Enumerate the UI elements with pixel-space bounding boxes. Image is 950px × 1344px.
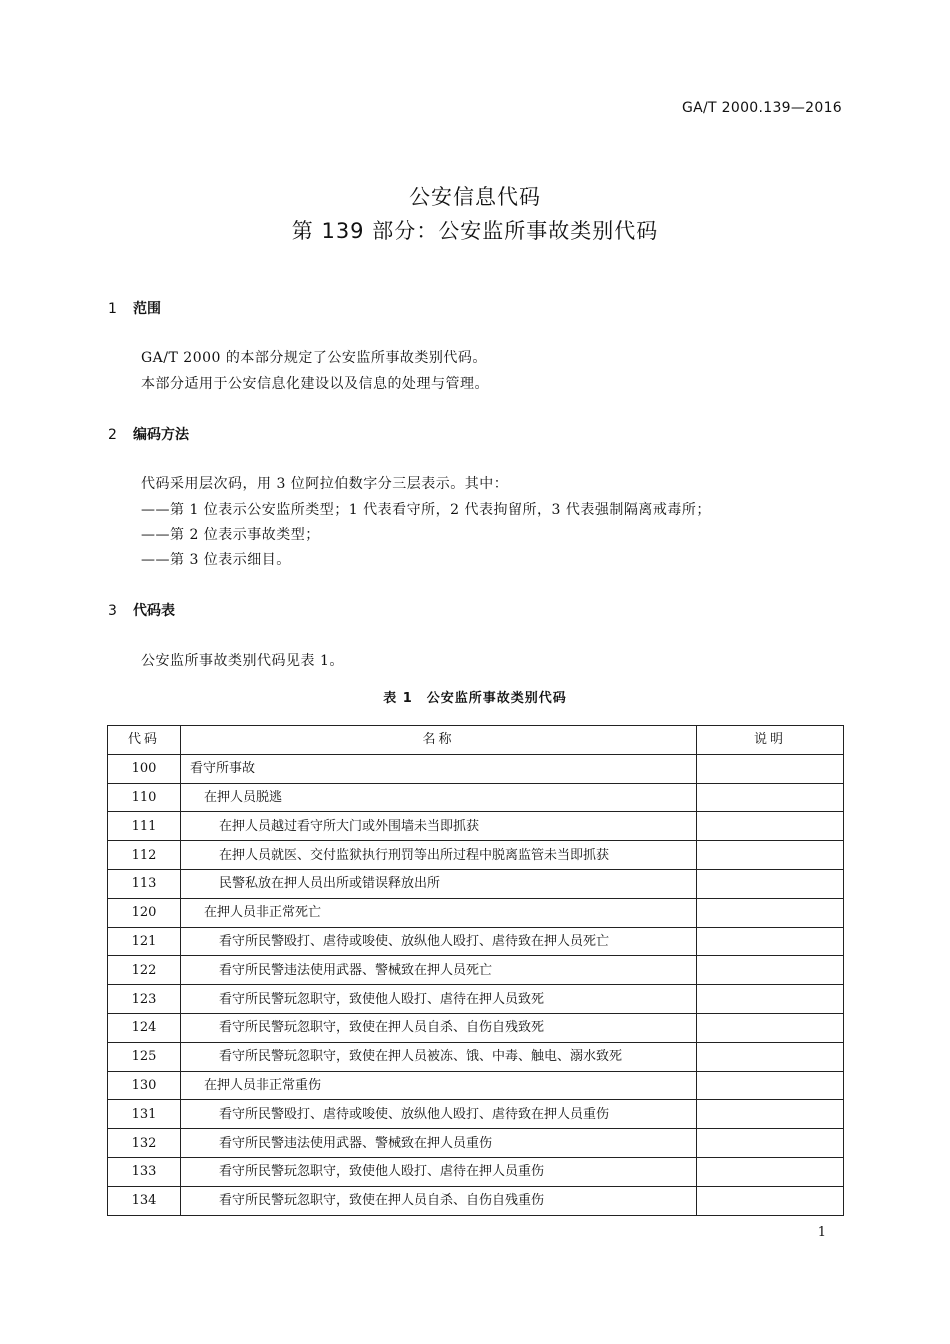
section-number: 2 (108, 427, 117, 443)
paragraph: 公安监所事故类别代码见表 1。 (141, 653, 344, 669)
code-table (107, 725, 844, 1216)
table-row (108, 812, 844, 841)
table-row (108, 898, 844, 927)
name-cell: 在押人员非正常重伤 (181, 1071, 697, 1100)
name-cell: 民警私放在押人员出所或错误释放出所 (181, 869, 697, 898)
code-cell: 131 (108, 1100, 181, 1129)
code-cell: 122 (108, 956, 181, 985)
note-cell (697, 1071, 844, 1100)
name-cell: 看守所民警违法使用武器、警械致在押人员死亡 (181, 956, 697, 985)
note-cell (697, 898, 844, 927)
code-cell: 123 (108, 985, 181, 1014)
name-cell: 看守所民警玩忽职守，致使在押人员被冻、饿、中毒、触电、溺水致死 (181, 1042, 697, 1071)
table-header-row (108, 726, 844, 755)
note-cell (697, 1042, 844, 1071)
name-cell: 在押人员脱逃 (181, 783, 697, 812)
note-cell (697, 956, 844, 985)
note-cell (697, 869, 844, 898)
list-item: ——第 3 位表示细目。 (141, 552, 291, 568)
section-number: 1 (108, 301, 117, 317)
name-cell: 看守所民警玩忽职守，致使在押人员自杀、自伤自残重伤 (181, 1186, 697, 1215)
list-item: ——第 1 位表示公安监所类型；1 代表看守所，2 代表拘留所，3 代表强制隔离戒毒所； (141, 502, 711, 518)
code-cell: 133 (108, 1157, 181, 1186)
code-cell: 112 (108, 841, 181, 870)
note-cell (697, 1100, 844, 1129)
table-row (108, 985, 844, 1014)
note-cell (697, 754, 844, 783)
section-title: 范围 (133, 301, 161, 317)
column-header-code: 代码 (108, 726, 181, 755)
code-cell: 100 (108, 754, 181, 783)
table-row (108, 1157, 844, 1186)
name-cell: 在押人员越过看守所大门或外围墙未当即抓获 (181, 812, 697, 841)
note-cell (697, 841, 844, 870)
name-cell: 在押人员就医、交付监狱执行刑罚等出所过程中脱离监管未当即抓获 (181, 841, 697, 870)
note-cell (697, 927, 844, 956)
column-header-name: 名称 (181, 726, 697, 755)
name-cell: 看守所民警殴打、虐待或唆使、放纵他人殴打、虐待致在押人员死亡 (181, 927, 697, 956)
table-row (108, 1186, 844, 1215)
section-title: 编码方法 (133, 427, 189, 443)
code-cell: 134 (108, 1186, 181, 1215)
table-row (108, 754, 844, 783)
table-row (108, 869, 844, 898)
section-title: 代码表 (133, 603, 175, 619)
code-cell: 111 (108, 812, 181, 841)
paragraph: 代码采用层次码，用 3 位阿拉伯数字分三层表示。其中： (141, 476, 509, 492)
section-heading-code-table (108, 600, 175, 620)
note-cell (697, 1186, 844, 1215)
code-cell: 120 (108, 898, 181, 927)
standard-number: GA/T 2000.139—2016 (682, 100, 842, 116)
name-cell: 在押人员非正常死亡 (181, 898, 697, 927)
name-cell: 看守所民警玩忽职守，致使他人殴打、虐待在押人员重伤 (181, 1157, 697, 1186)
name-cell: 看守所民警玩忽职守，致使在押人员自杀、自伤自残致死 (181, 1013, 697, 1042)
code-cell: 130 (108, 1071, 181, 1100)
table-row (108, 1071, 844, 1100)
table-row (108, 927, 844, 956)
name-cell: 看守所民警违法使用武器、警械致在押人员重伤 (181, 1129, 697, 1158)
note-cell (697, 783, 844, 812)
document-subtitle: 第 139 部分：公安监所事故类别代码 (291, 219, 659, 243)
code-cell: 113 (108, 869, 181, 898)
note-cell (697, 1013, 844, 1042)
note-cell (697, 1157, 844, 1186)
table-row (108, 1042, 844, 1071)
table-row (108, 841, 844, 870)
table-row (108, 783, 844, 812)
code-cell: 125 (108, 1042, 181, 1071)
table-row (108, 1100, 844, 1129)
note-cell (697, 985, 844, 1014)
page-number: 1 (817, 1225, 826, 1240)
code-cell: 132 (108, 1129, 181, 1158)
table-row (108, 1129, 844, 1158)
section-number: 3 (108, 603, 117, 619)
note-cell (697, 1129, 844, 1158)
name-cell: 看守所民警殴打、虐待或唆使、放纵他人殴打、虐待致在押人员重伤 (181, 1100, 697, 1129)
table-row (108, 956, 844, 985)
list-item: ——第 2 位表示事故类型； (141, 527, 320, 543)
name-cell: 看守所民警玩忽职守，致使他人殴打、虐待在押人员致死 (181, 985, 697, 1014)
document-title: 公安信息代码 (409, 185, 541, 209)
paragraph: GA/T 2000 的本部分规定了公安监所事故类别代码。 (141, 350, 487, 366)
table-row (108, 1013, 844, 1042)
column-header-note: 说明 (697, 726, 844, 755)
table-caption: 表 1 公安监所事故类别代码 (383, 691, 567, 706)
paragraph: 本部分适用于公安信息化建设以及信息的处理与管理。 (141, 376, 489, 392)
note-cell (697, 812, 844, 841)
code-cell: 124 (108, 1013, 181, 1042)
section-heading-coding-method (108, 424, 189, 444)
code-cell: 121 (108, 927, 181, 956)
name-cell: 看守所事故 (181, 754, 697, 783)
section-heading-scope (108, 298, 161, 318)
code-cell: 110 (108, 783, 181, 812)
